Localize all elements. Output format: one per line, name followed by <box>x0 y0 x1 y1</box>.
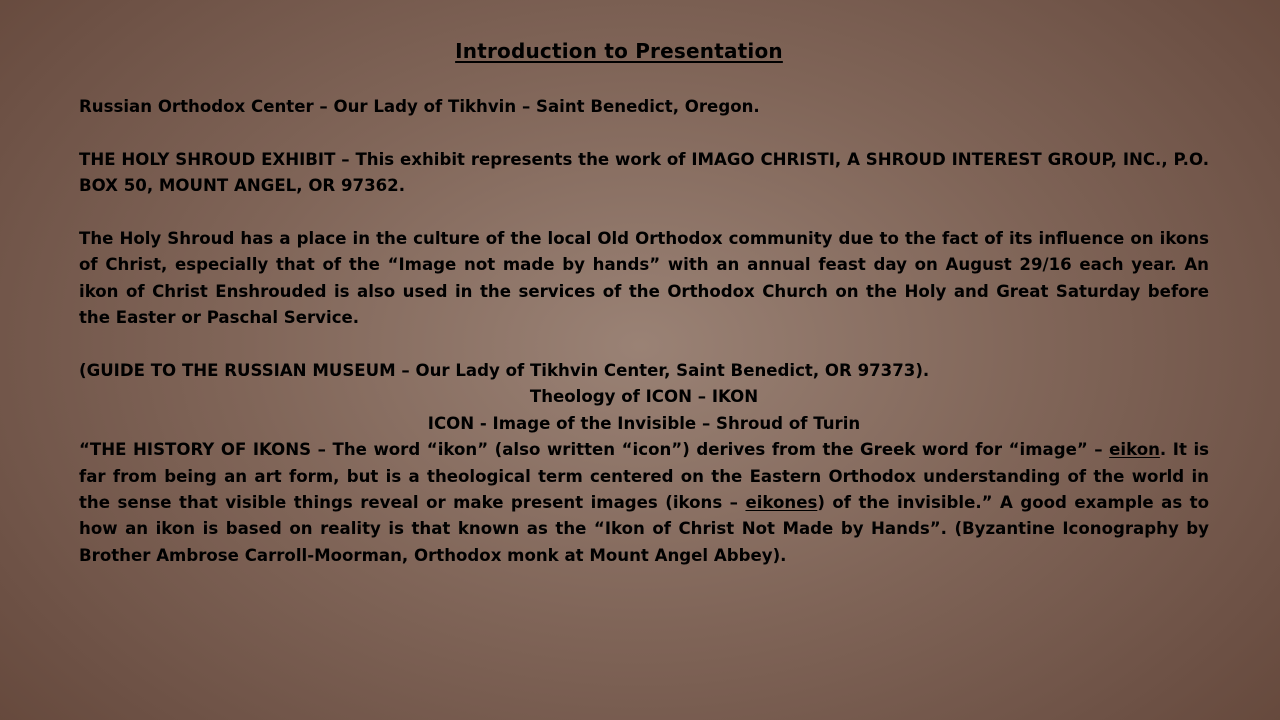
spacer <box>79 332 1209 358</box>
exhibit-paragraph: THE HOLY SHROUD EXHIBIT – This exhibit represents the work of IMAGO CHRISTI, A SHROUD INTEREST GROUP, INC., P.O. BOX 50, MOUNT ANGEL, OR 97362. <box>79 149 1209 196</box>
center-line: Russian Orthodox Center – Our Lady of Tikhvin – Saint Benedict, Oregon. <box>79 97 760 116</box>
guide-line: (GUIDE TO THE RUSSIAN MUSEUM – Our Lady of Tikhvin Center, Saint Benedict, OR 97373). <box>79 361 930 381</box>
slide-title-text: Introduction to Presentation <box>455 39 783 63</box>
history-text-1: “THE HISTORY OF IKONS – The word “ikon” (also written “icon”) derives from the Greek word for “image” – <box>79 440 1110 460</box>
eikones-term: eikones <box>745 493 818 513</box>
icon-image-heading: ICON - Image of the Invisible – Shroud of Turin <box>427 413 861 433</box>
shroud-paragraph: The Holy Shroud has a place in the culture of the local Old Orthodox community due to the fact of its influence on ikons of Christ, especially that of the “Image not made by hands” with an annual feast day on August 29/16 each year. An ikon of Christ Enshrouded is also used in the services of the Orthodox Church on the Holy and Great Saturday before the Easter or Paschal Service. <box>79 229 1209 328</box>
eikon-term: eikon <box>1109 440 1160 460</box>
slide-body <box>79 94 1209 569</box>
history-paragraph <box>79 437 1209 569</box>
spacer <box>79 120 1209 146</box>
slide-title <box>0 38 1238 64</box>
theology-heading: Theology of ICON – IKON <box>529 387 759 407</box>
spacer <box>79 200 1209 226</box>
history-text-2: . It is far from being an art form, but is a theological term centered on the Eastern Orthodox understanding of the world in the sense that visible things reveal or make present images (ikons – <box>79 440 1210 513</box>
history-text-3: ) of the invisible.” A good example as to how an ikon is based on reality is that known as the “Ikon of Christ Not Made by Hands”. (Byzantine Iconography by Brother Ambrose Carroll-Moorman, Orthodox monk at Mount Angel Abbey). <box>79 493 1209 565</box>
